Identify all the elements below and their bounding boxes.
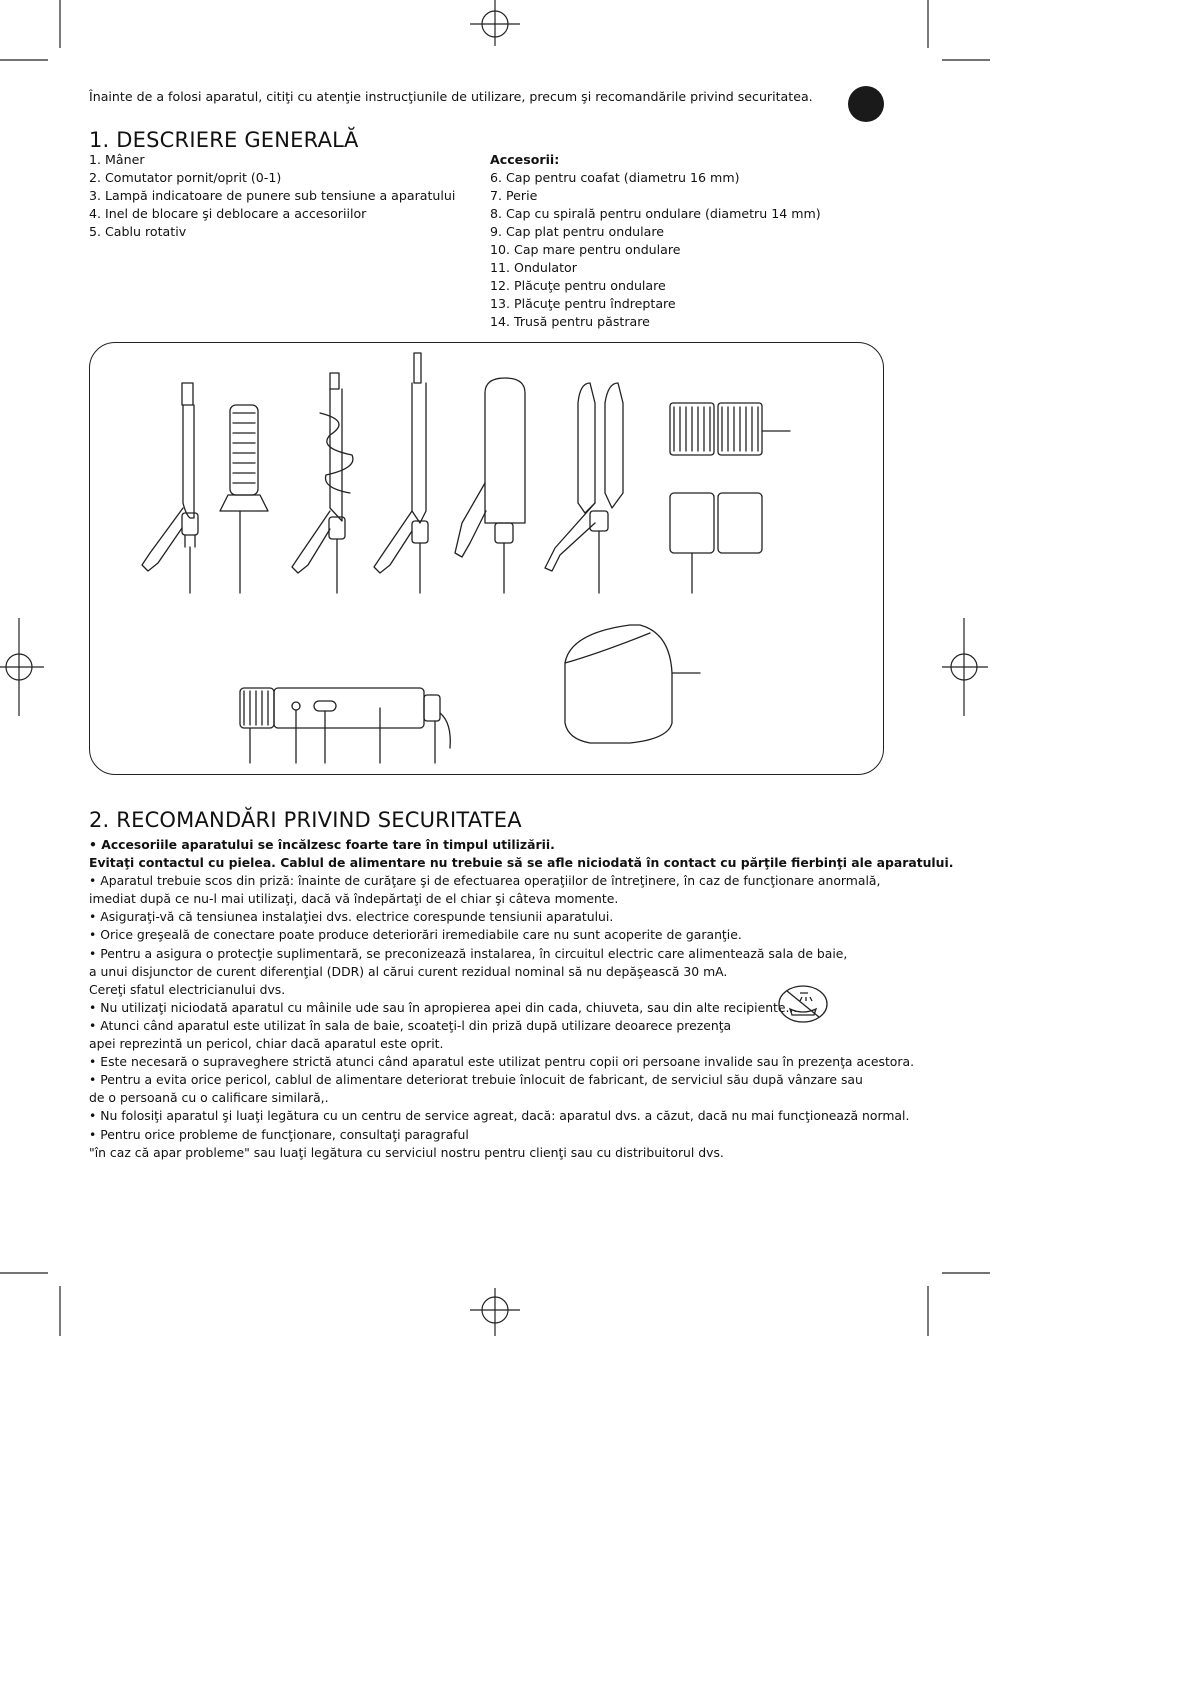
accessories-list: [490, 151, 821, 331]
product-illustration: [90, 343, 885, 776]
list-item: • Atunci când aparatul este utilizat în sala de baie, scoateţi-l din priză după utilizare deoarece prezenţa: [89, 1017, 732, 1033]
list-item: a unui disjunctor de curent diferenţial (DDR) al cărui curent rezidual nominal să nu depăşească 30 mA.: [89, 963, 728, 979]
parts-list: [89, 151, 455, 241]
list-item: 7. Perie: [490, 188, 538, 203]
section2-title: 2. RECOMANDĂRI PRIVIND SECURITATEA: [89, 808, 522, 832]
list-item: • Este necesară o supraveghere strictă atunci când aparatul este utilizat pentru copii ori persoane invalide sau în prezenţa acestora.: [89, 1054, 915, 1070]
brush-drawing: [220, 405, 268, 593]
crimper-drawing: [545, 383, 623, 593]
list-item: imediat după ce nu-l mai utilizaţi, dacă vă îndepărtaţi de el chiar şi câteva momente.: [89, 891, 619, 907]
list-item: • Nu utilizaţi niciodată aparatul cu mâinile ude sau în apropierea apei din cada, chiuveta, sau din alte recipiente...: [89, 999, 798, 1015]
list-item: 4. Inel de blocare şi deblocare a accesoriilor: [89, 206, 367, 221]
section1-title: 1. DESCRIERE GENERALĂ: [89, 128, 359, 152]
accessories-title: Accesorii:: [490, 152, 560, 167]
list-item: • Asiguraţi-vă că tensiunea instalaţiei dvs. electrice corespunde tensiunii aparatului.: [89, 909, 614, 925]
list-item: de o persoană cu o calificare similară,.: [89, 1090, 329, 1106]
list-item: • Pentru a evita orice pericol, cablul de alimentare deteriorat trebuie înlocuit de fabricant, de serviciul său după vânzare sau: [89, 1072, 863, 1088]
large-curling-head-drawing: [455, 378, 525, 593]
storage-case-drawing: [565, 625, 700, 743]
list-item: • Aparatul trebuie scos din priză: înainte de curăţare şi de efectuarea operaţiilor de întreţinere, în caz de funcţionare anormală,: [89, 873, 881, 889]
list-item: 13. Plăcuţe pentru îndreptare: [490, 296, 676, 311]
list-item: 14. Trusă pentru păstrare: [490, 314, 650, 329]
list-item: • Nu folosiţi aparatul şi luaţi legătura cu un centru de service agreat, dacă: aparatul dvs. a căzut, dacă nu mai funcţionează normal.: [89, 1108, 910, 1124]
list-item: • Pentru orice probleme de funcţionare, consultaţi paragraful: [89, 1126, 469, 1142]
list-item: "în caz că apar probleme" sau luaţi legătura cu serviciul nostru pentru clienţi sau cu distribuitorul dvs.: [89, 1144, 724, 1160]
list-item: 8. Cap cu spirală pentru ondulare (diametru 14 mm): [490, 206, 821, 221]
list-item: 5. Cablu rotativ: [89, 224, 187, 239]
handle-drawing: [240, 688, 450, 763]
list-item: • Orice greşeală de conectare poate produce deteriorări iremediabile care nu sunt acoperite de garanţie.: [89, 927, 742, 943]
list-item: 11. Ondulator: [490, 260, 577, 275]
list-item: 10. Cap mare pentru ondulare: [490, 242, 681, 257]
styling-tong-drawing: [142, 383, 198, 593]
list-item: 12. Plăcuţe pentru ondulare: [490, 278, 666, 293]
no-shower-icon: [778, 985, 828, 1023]
list-item: 1. Mâner: [89, 152, 145, 167]
safety-list: [89, 836, 954, 1162]
crimping-plates-drawing: [670, 403, 790, 455]
list-item: Cereţi sfatul electricianului dvs.: [89, 981, 286, 997]
language-marker-icon: [848, 86, 884, 122]
intro-text: Înainte de a folosi aparatul, citiţi cu atenţie instrucţiunile de utilizare, precum şi recomandările privind securitatea.: [89, 89, 813, 104]
list-item: 2. Comutator pornit/oprit (0-1): [89, 170, 282, 185]
list-item: • Accesoriile aparatului se încălzesc foarte tare în timpul utilizării.: [89, 837, 555, 852]
straightening-plates-drawing: [670, 493, 762, 593]
list-item: 9. Cap plat pentru ondulare: [490, 224, 665, 239]
list-item: 6. Cap pentru coafat (diametru 16 mm): [490, 170, 740, 185]
list-item: apei reprezintă un pericol, chiar dacă aparatul este oprit.: [89, 1036, 444, 1052]
list-item: 3. Lampă indicatoare de punere sub tensiune a aparatului: [89, 188, 456, 203]
list-item: • Pentru a asigura o protecţie suplimentară, se preconizează instalarea, în circuitul electric care alimentează sala de baie,: [89, 945, 848, 961]
list-item: Evitaţi contactul cu pielea. Cablul de alimentare nu trebuie să se afle niciodată în contact cu părţile fierbinţi ale aparatului.: [89, 855, 954, 871]
flat-tong-drawing: [374, 353, 428, 593]
section2-block: [89, 808, 954, 1162]
product-illustration-panel: [89, 342, 884, 775]
spiral-tong-drawing: [292, 373, 353, 593]
section1-block: [89, 128, 359, 152]
